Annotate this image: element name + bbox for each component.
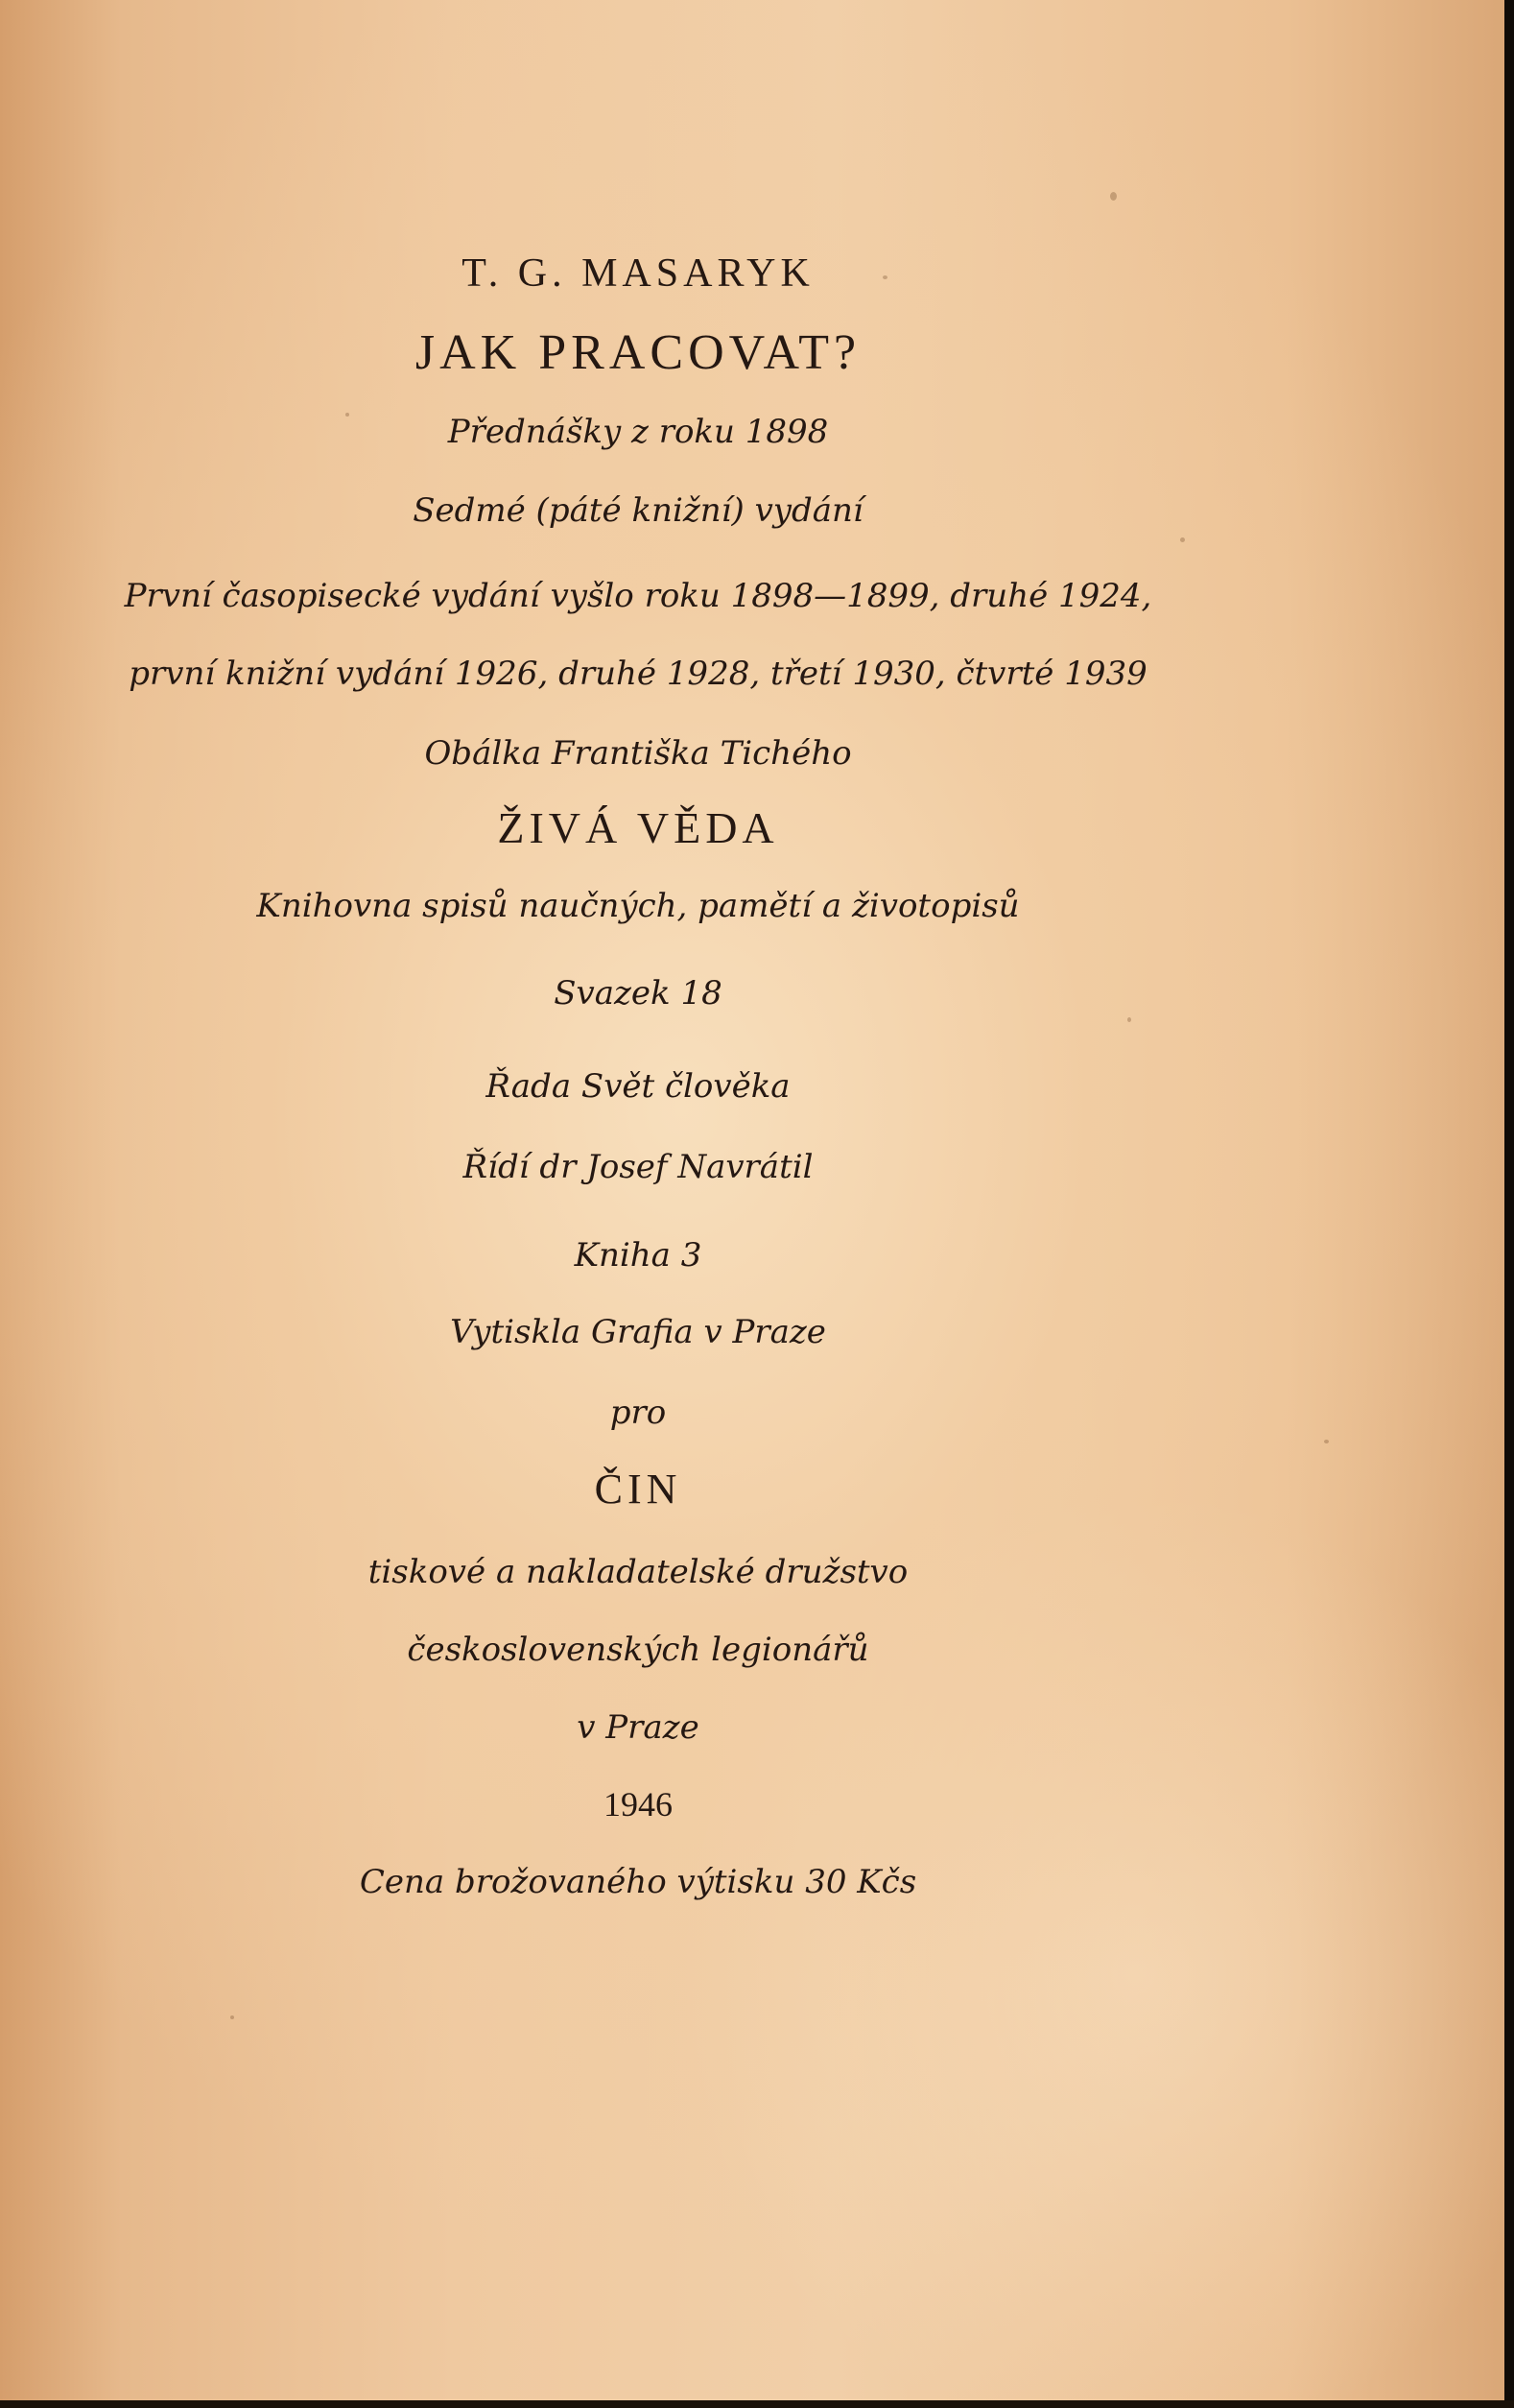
series-row: Řada Svět člověka [485, 1067, 791, 1106]
paper-speck [1324, 1440, 1329, 1443]
printer-credit: Vytiskla Grafia v Praze [450, 1313, 826, 1351]
series-editor: Řídí dr Josef Navrátil [462, 1148, 814, 1186]
volume-number: Svazek 18 [554, 974, 722, 1013]
price-note: Cena brožovaného výtisku 30 Kčs [359, 1863, 917, 1901]
series-name: ŽIVÁ VĚDA [497, 803, 779, 852]
cover-credit: Obálka Františka Tichého [424, 734, 852, 773]
book-number: Kniha 3 [574, 1236, 702, 1275]
book-title: JAK PRACOVAT? [414, 325, 862, 380]
publication-history-line-1: První časopisecké vydání vyšlo roku 1898—1899, druhé 1924, [124, 577, 1152, 615]
publisher-description-line-2: československých legionářů [407, 1631, 869, 1669]
series-description: Knihovna spisů naučných, pamětí a životopisů [256, 887, 1020, 925]
book-subtitle: Přednášky z roku 1898 [447, 413, 829, 451]
for-word: pro [609, 1394, 667, 1432]
edition-note: Sedmé (páté knižní) vydání [413, 491, 863, 530]
publication-year: 1946 [603, 1785, 673, 1824]
publication-history-line-2: první knižní vydání 1926, druhé 1928, třetí 1930, čtvrté 1939 [129, 655, 1147, 693]
scan-edge-right [1504, 0, 1514, 2408]
publication-place: v Praze [577, 1708, 699, 1747]
publisher-name: ČIN [594, 1466, 682, 1513]
author-name: T. G. MASARYK [461, 251, 815, 296]
scan-edge-bottom [0, 2400, 1514, 2408]
publisher-description-line-1: tiskové a nakladatelské družstvo [367, 1553, 909, 1591]
